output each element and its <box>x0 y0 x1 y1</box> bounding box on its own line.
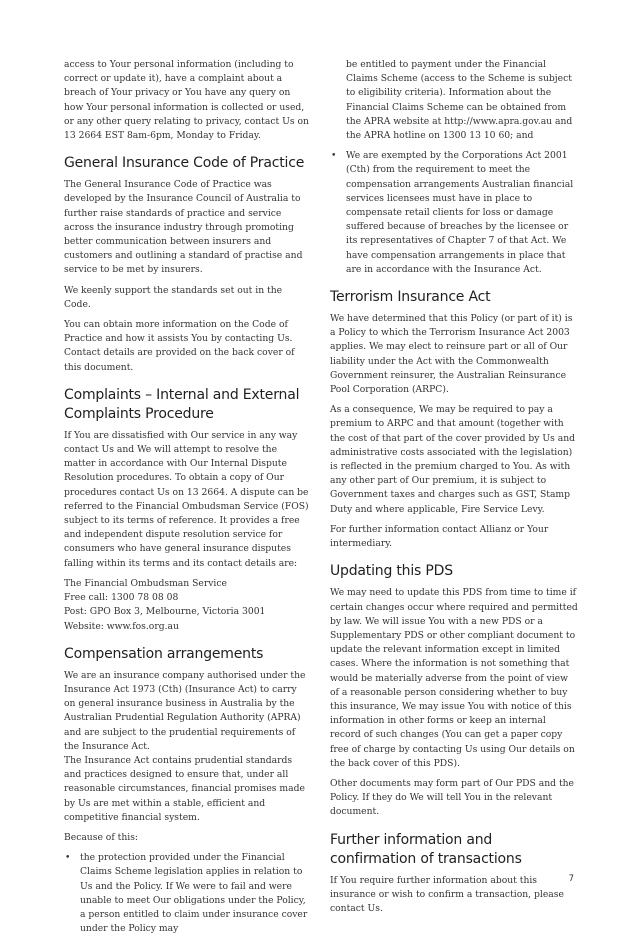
list-item: • the protection provided under the Financial Claims Scheme legislation applies in relation to Us and the Policy. If We were to fail and were unable to meet Our obligations under the Policy, a person entitled to claim under insurance cover under the Policy may <box>64 851 310 936</box>
compensation-paragraph-2: The Insurance Act contains prudential standards and practices designed to ensure that, under all reasonable circumstances, financial promises made by Us are met within a stable, efficient and competitive financial system. <box>64 754 305 823</box>
updating-paragraph-1: We may need to update this PDS from time to time if certain changes occur where required and permitted by law. We will issue You with a new PDS or a Supplementary PDS or other compliant document to update the relevant information except in limited cases. Where the information is not something that would be materially adverse from the point of view of a reasonable person considering whether to buy this insurance, We may issue You with notice of this information in other forms or keep an internal record of such changes (You can get a paper copy free of charge by contacting Us using Our details on the back cover of this PDS). <box>330 587 578 769</box>
further-info-heading: Further information and confirmation of transactions <box>330 831 522 867</box>
fos-address-block <box>64 577 310 634</box>
fos-post: Post: GPO Box 3, Melbourne, Victoria 3001 <box>64 606 266 618</box>
further-info-paragraph: If You require further information about this insurance or wish to confirm a transaction, please contact Us. <box>330 874 564 914</box>
complaints-paragraph: If You are dissatisfied with Our service in any way contact Us and We will attempt to resolve the matter in accordance with Our Internal Dispute Resolution procedures. To obtain a copy of Our procedures contact Us on 13 2664. A dispute can be referred to the Financial Ombudsman Service (FOS) subject to its terms of reference. It provides a free and independent dispute resolution service for consumers who have general insurance disputes falling within its terms and its contact details are: <box>64 429 309 569</box>
exemption-bullet-list <box>330 149 578 277</box>
terrorism-paragraph-2: As a consequence, We may be required to pay a premium to ARPC and that amount (together with the cost of that part of the cover provided by Us and administrative costs associated with the legislation) is reflected in the premium charged to You. As with any other part of Our premium, it is subject to Government taxes and charges such as GST, Stamp Duty and where applicable, Fire Service Levy. <box>330 404 576 515</box>
gicop-heading: General Insurance Code of Practice <box>64 155 305 172</box>
terrorism-paragraph-1: We have determined that this Policy (or part of it) is a Policy to which the Terrorism Insurance Act 2003 applies. We may elect to reinsure part or all of Our liability under the Act with the Commonwealth Government reinsurer, the Australian Reinsurance Pool Corporation (ARPC). <box>330 313 573 396</box>
left-column <box>64 58 310 942</box>
fos-name: The Financial Ombudsman Service <box>64 577 227 589</box>
updating-paragraph-2: Other documents may form part of Our PDS and the Policy. If they do We will tell You in the relevant document. <box>330 777 574 818</box>
complaints-heading: Complaints – Internal and External Complaints Procedure <box>64 386 300 422</box>
page-number: 7 <box>568 874 574 884</box>
compensation-paragraph-1: We are an insurance company authorised under the Insurance Act 1973 (Cth) (Insurance Act) to carry on general insurance business in Australia by the Australian Prudential Regulation Authority (APRA) and are subject to the prudential requirements of the Insurance Act. <box>64 669 306 752</box>
fos-website: Website: www.fos.org.au <box>64 620 179 632</box>
fos-phone: Free call: 1300 78 08 08 <box>64 592 179 604</box>
compensation-paragraph-3: Because of this: <box>64 831 139 843</box>
compensation-heading: Compensation arrangements <box>64 645 264 662</box>
gicop-paragraph-2: We keenly support the standards set out in the Code. <box>64 284 283 310</box>
list-item: • We are exempted by the Corporations Act 2001 (Cth) from the requirement to meet the compensation arrangements Australian financial services licensees must have in place to compensate retail clients for loss or damage suffered because of breaches by the licensee or its representatives of Chapter 7 of that Act. We have compensation arrangements in place that are in accordance with the Insurance Act. <box>330 149 578 277</box>
right-column <box>330 58 578 922</box>
terrorism-paragraph-3: For further information contact Allianz or Your intermediary. <box>330 523 549 550</box>
compensation-bullet-list <box>64 851 310 936</box>
bullet-continuation: be entitled to payment under the Financial Claims Scheme (access to the Scheme is subject to eligibility criteria). Information about the Financial Claims Scheme can be obtained from the APRA website at http://www.apra.gov.au and the APRA hotline on 1300 13 10 60; and <box>346 59 573 142</box>
privacy-contact-paragraph: access to Your personal information (including to correct or update it), have a complaint about a breach of Your privacy or You have any query on how Your personal information is collected or used, or any other query relating to privacy, contact Us on 13 2664 EST 8am-6pm, Monday to Friday. <box>64 59 309 142</box>
terrorism-heading: Terrorism Insurance Act <box>330 289 491 306</box>
updating-heading: Updating this PDS <box>330 563 453 580</box>
gicop-paragraph-3: You can obtain more information on the Code of Practice and how it assists You by contacting Us. Contact details are provided on the back cover of this document. <box>64 319 295 373</box>
gicop-paragraph-1: The General Insurance Code of Practice was developed by the Insurance Council of Australia to further raise standards of practice and service across the insurance industry through promoting better communication between insurers and customers and outlining a standard of practise and service to be met by insurers. <box>64 179 303 276</box>
